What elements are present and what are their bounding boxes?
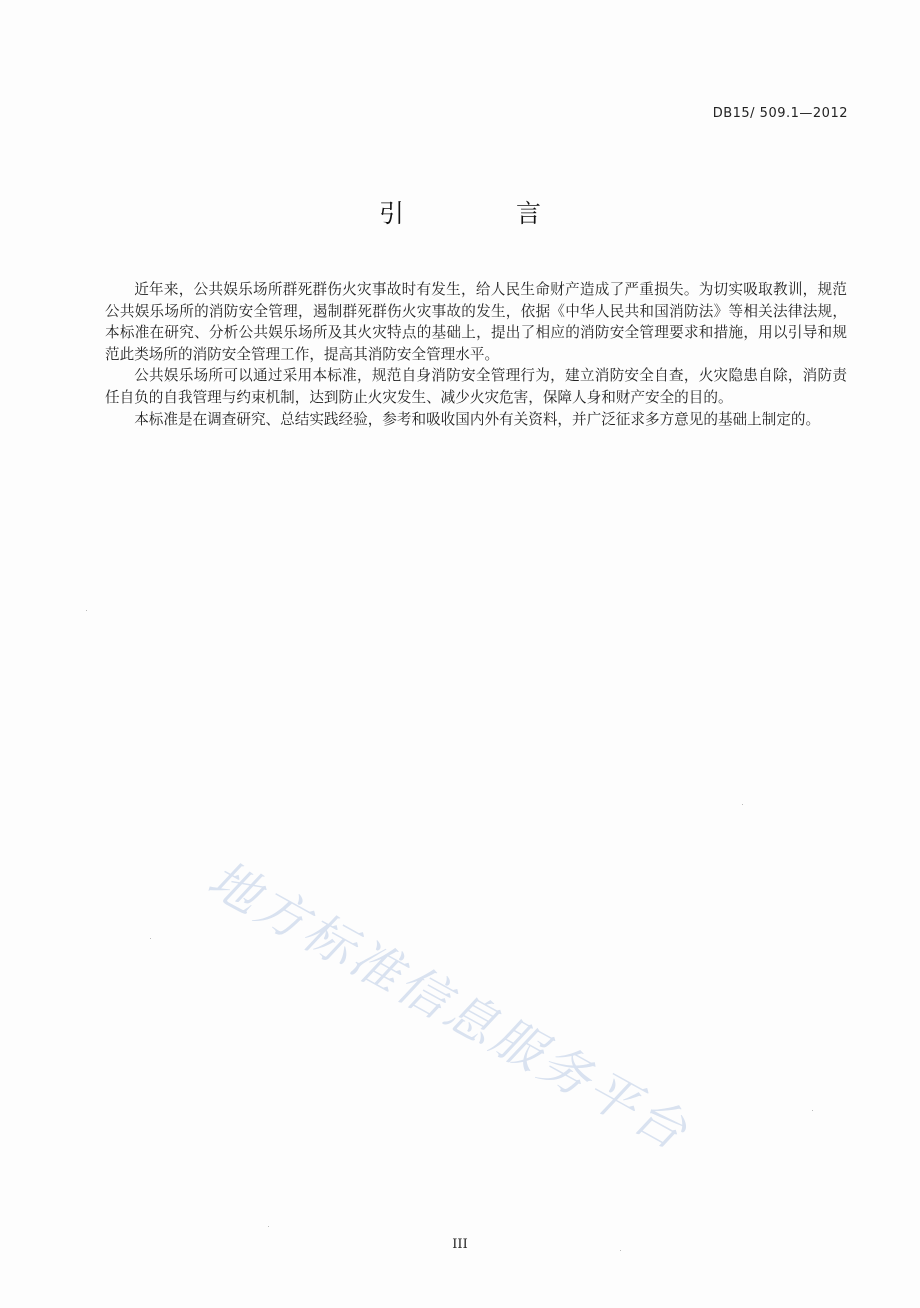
- scan-speck: [620, 1250, 621, 1251]
- scan-speck: [812, 1110, 813, 1111]
- document-code: DB15/ 509.1—2012: [712, 106, 848, 121]
- scan-speck: [86, 610, 87, 611]
- scan-speck: [742, 804, 743, 805]
- scan-speck: [150, 938, 151, 939]
- paragraph-1: 近年来，公共娱乐场所群死群伤火灾事故时有发生，给人民生命财产造成了严重损失。为切实吸取教训，规范公共娱乐场所的消防安全管理，遏制群死群伤火灾事故的发生，依据《中华人民共和国消防法》等相关法律法规，本标准在研究、分析公共娱乐场所及其火灾特点的基础上，提出了相应的消防安全管理要求和措施，用以引导和规范此类场所的消防安全管理工作，提高其消防安全管理水平。: [105, 281, 847, 363]
- watermark-text: 地方标准信息服务平台: [198, 849, 699, 1163]
- paragraph-2: 公共娱乐场所可以通过采用本标准，规范自身消防安全管理行为，建立消防安全自查，火灾隐患自除，消防责任自负的自我管理与约束机制，达到防止火灾发生、减少火灾危害，保障人身和财产安全的目的。: [105, 367, 847, 406]
- paragraph-3: 本标准是在调查研究、总结实践经验，参考和吸收国内外有关资料，并广泛征求多方意见的基础上制定的。: [134, 410, 821, 428]
- scan-speck: [268, 1226, 269, 1227]
- introduction-body: [105, 279, 847, 430]
- section-title: 引 言: [379, 199, 593, 228]
- page-number: III: [452, 1237, 468, 1252]
